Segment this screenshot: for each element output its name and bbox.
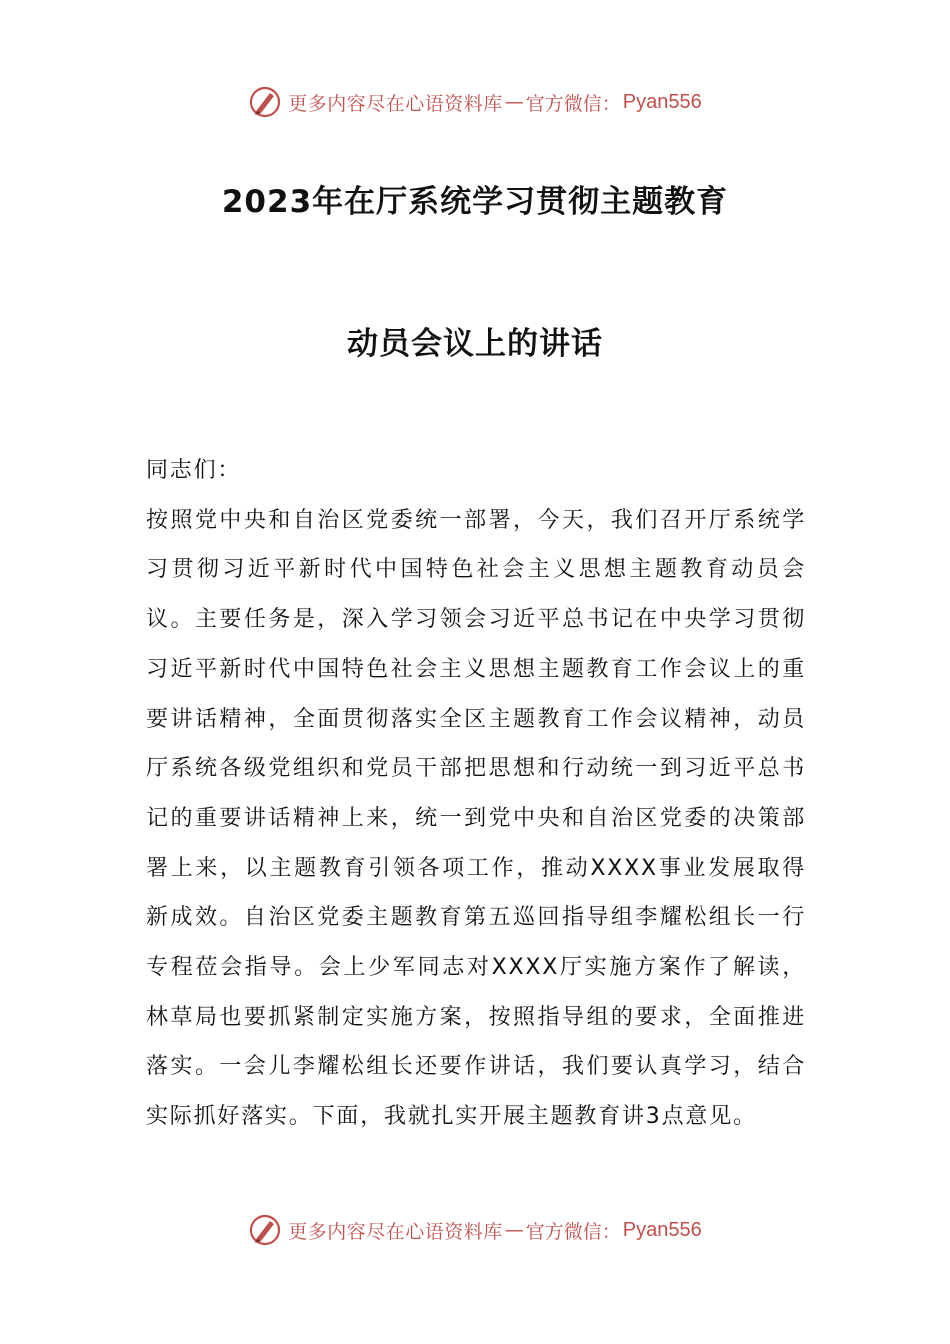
banner-slogan: 更多内容尽在心语资料库 bbox=[288, 92, 503, 115]
footer-banner bbox=[0, 1210, 950, 1250]
body-paragraph: 按照党中央和自治区党委统一部署，今天，我们召开厅系统学习贯彻习近平新时代中国特色社会主义思想主题教育动员会议。主要任务是，深入学习领会习近平总书记在中央学习贯彻习近平新时代中国特色社会主义思想主题教育工作会议上的重要讲话精神，全面贯彻落实全区主题教育工作会议精神，动员厅系统各级党组织和党员干部把思想和行动统一到习近平总书记的重要讲话精神上来，统一到党中央和自治区党委的决策部署上来，以主题教育引领各项工作，推动XXXX事业发展取得新成效。自治区党委主题教育第五巡回指导组李耀松组长一行专程莅会指导。会上少军同志对XXXX厅实施方案作了解读，林草局也要抓紧制定实施方案，按照指导组的要求，全面推进落实。一会儿李耀松组长还要作讲话，我们要认真学习，结合实际抓好落实。下面，我就扎实开展主题教育讲3点意见。 bbox=[146, 507, 806, 1130]
banner-wechat-id: Pyan556 bbox=[622, 1218, 702, 1241]
banner-wechat-id: Pyan556 bbox=[622, 90, 702, 113]
document-title-line-2: 动员会议上的讲话 bbox=[347, 326, 603, 362]
document-title-line-1: 2023年在厅系统学习贯彻主题教育 bbox=[221, 184, 729, 220]
document-body bbox=[146, 446, 806, 1142]
salutation: 同志们： bbox=[146, 458, 242, 483]
banner-wechat-label: 官方微信： bbox=[525, 92, 621, 115]
banner-wechat-label: 官方微信： bbox=[525, 1220, 621, 1243]
banner-dash: — bbox=[504, 1219, 524, 1241]
header-banner bbox=[0, 82, 950, 122]
banner-dash: — bbox=[504, 91, 524, 113]
pen-circle-logo-icon bbox=[248, 1213, 282, 1247]
pen-circle-logo-icon bbox=[248, 85, 282, 119]
banner-slogan: 更多内容尽在心语资料库 bbox=[288, 1220, 503, 1243]
